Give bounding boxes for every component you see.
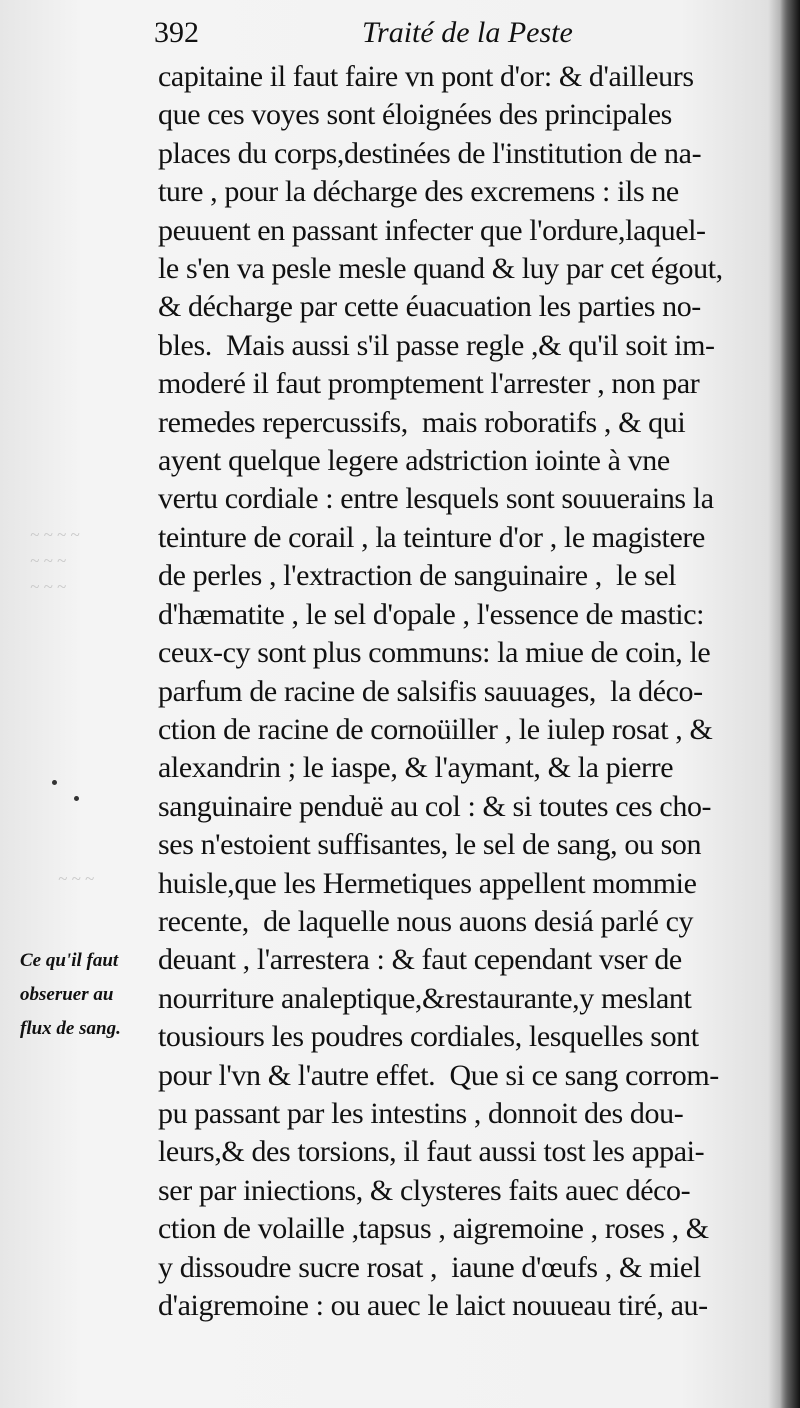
text-line: ction de volaille ,tapsus , aigremoine , roses , &	[158, 1212, 709, 1246]
text-line: d'aigremoine : ou auec le laict nouueau tiré, au-	[158, 1289, 708, 1322]
margin-note	[20, 944, 152, 1046]
bleed-through-text: ~ ~ ~ ~ ~ ~ ~ ~ ~ ~	[30, 525, 80, 596]
page-header	[150, 14, 770, 54]
text-line: teinture de corail , la teinture d'or , le magistere	[158, 520, 705, 554]
text-line: bles. Mais aussi s'il passe regle ,& qu'il soit im-	[158, 328, 715, 362]
ink-speck	[74, 796, 79, 801]
text-line: le s'en va pesle mesle quand & luy par cet égout,	[158, 252, 723, 286]
text-line: pu passant par les intestins , donnoit des dou-	[158, 1096, 684, 1130]
margin-note-line: Ce qu'il faut	[20, 950, 119, 971]
text-line: ser par iniections, & clysteres faits auec déco-	[158, 1173, 691, 1207]
text-line: y dissoudre sucre rosat , iaune d'œufs , & miel	[158, 1250, 701, 1284]
text-line: remedes repercussifs, mais roboratifs , & qui	[158, 405, 686, 439]
text-line: places du corps,destinées de l'institution de na-	[158, 136, 702, 170]
text-line: ceux-cy sont plus communs: la miue de coin, le	[158, 636, 711, 670]
text-line: vertu cordiale : entre lesquels sont souuerains la	[158, 482, 714, 516]
text-line: recente, de laquelle nous auons desiá parlé cy	[158, 904, 694, 938]
text-line: & décharge par cette éuacuation les parties no-	[158, 290, 701, 324]
text-line: de perles , l'extraction de sanguinaire , le sel	[158, 559, 677, 593]
text-line: ture , pour la décharge des excremens : ils ne	[158, 175, 679, 209]
text-line: huisle,que les Hermetiques appellent mommie	[158, 866, 697, 900]
text-line: deuant , l'arrestera : & faut cependant vser de	[158, 943, 682, 977]
main-text-block	[158, 58, 762, 1325]
page-edge-shadow	[780, 0, 800, 1408]
bleed-through-text: ~ ~ ~	[58, 869, 95, 888]
text-line: moderé il faut promptement l'arrester , non par	[158, 367, 700, 401]
text-line: leurs,& des torsions, il faut aussi tost les appai-	[158, 1135, 705, 1169]
text-line: tousiours les poudres cordiales, lesquelles sont	[158, 1020, 699, 1054]
text-line: nourriture analeptique,&restaurante,y meslant	[158, 981, 692, 1015]
text-line: alexandrin ; le iaspe, & l'aymant, & la pierre	[158, 751, 674, 785]
running-title: Traité de la Peste	[362, 16, 573, 49]
margin-note-line: flux de sang.	[20, 1018, 121, 1039]
text-line: capitaine il faut faire vn pont d'or: & d'ailleurs	[158, 60, 694, 93]
text-line: ses n'estoient suffisantes, le sel de sang, ou son	[158, 828, 702, 862]
text-line: d'hæmatite , le sel d'opale , l'essence de mastic:	[158, 597, 705, 631]
text-line: sanguinaire penduë au col : & si toutes ces cho-	[158, 789, 712, 823]
ink-speck	[52, 780, 57, 785]
margin-note-line: obseruer au	[20, 984, 114, 1005]
text-line: parfum de racine de salsifis sauuages, la déco-	[158, 674, 703, 708]
text-line: que ces voyes sont éloignées des principales	[158, 98, 672, 132]
text-line: ction de racine de cornoüiller , le iulep rosat , &	[158, 712, 713, 746]
text-line: peuuent en passant infecter que l'ordure,laquel-	[158, 213, 706, 247]
text-line: ayent quelque legere adstriction iointe à vne	[158, 444, 670, 478]
page-number: 392	[154, 16, 199, 49]
text-line: pour l'vn & l'autre effet. Que si ce sang corrom-	[158, 1058, 719, 1092]
